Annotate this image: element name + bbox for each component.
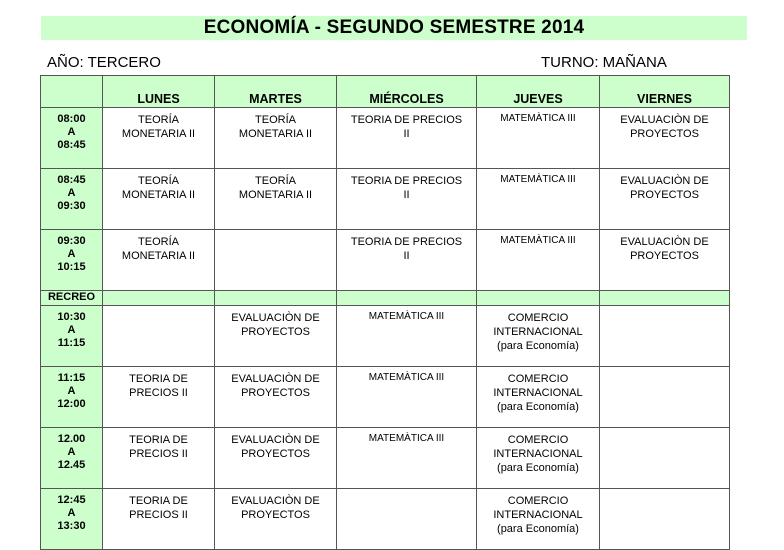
subject-line: MONETARIA II	[121, 189, 196, 201]
subject-line: (para Economía)	[497, 401, 579, 413]
time-cell	[41, 108, 103, 169]
subject-line: MATEMÀTICA III	[368, 372, 445, 383]
break-label: RECREO	[41, 291, 103, 306]
corner-cell	[41, 76, 103, 108]
time-line: 09:30	[57, 200, 86, 212]
year-label: AÑO: TERCERO	[47, 54, 161, 71]
break-cell	[600, 291, 730, 306]
subject-line: INTERNACIONAL	[493, 509, 583, 521]
time-line: 10:15	[57, 261, 86, 273]
header-row	[41, 76, 730, 108]
subject-line: EVALUACIÒN DE	[620, 236, 709, 248]
break-cell	[477, 291, 600, 306]
class-cell	[600, 230, 730, 291]
time-line: A	[67, 126, 76, 138]
subject-line: II	[403, 189, 410, 201]
subject-line: EVALUACIÒN DE	[620, 175, 709, 187]
subject-line: TEORÍA	[138, 114, 179, 126]
class-cell	[337, 306, 477, 367]
subject-line: MONETARIA II	[121, 250, 196, 262]
class-cell	[477, 230, 600, 291]
subject-line: TEORIA DE	[129, 434, 188, 446]
time-cell	[41, 428, 103, 489]
subject-line: MATEMÀTICA III	[368, 311, 445, 322]
day-header: MARTES	[215, 76, 337, 108]
subject-line: II	[403, 250, 410, 262]
subject-line: EVALUACIÒN DE	[231, 312, 320, 324]
subject-line: TEORIA DE PRECIOS	[350, 236, 463, 248]
subject-line: MONETARIA II	[121, 128, 196, 140]
class-cell	[215, 367, 337, 428]
class-cell	[103, 489, 215, 550]
subject-line: PRECIOS II	[129, 448, 188, 460]
class-cell	[477, 108, 600, 169]
class-cell	[103, 367, 215, 428]
class-cell	[215, 306, 337, 367]
class-cell	[477, 306, 600, 367]
page-title	[41, 16, 747, 40]
subject-line: TEORÍA	[255, 114, 296, 126]
schedule-row	[41, 367, 730, 428]
subject-line: COMERCIO	[507, 312, 569, 324]
class-cell	[337, 367, 477, 428]
subject-line: MONETARIA II	[238, 128, 313, 140]
break-cell	[337, 291, 477, 306]
shift-label: TURNO: MAÑANA	[541, 54, 667, 71]
schedule-row	[41, 489, 730, 550]
class-cell	[215, 489, 337, 550]
schedule-row	[41, 306, 730, 367]
title-text: ECONOMÍA - SEGUNDO SEMESTRE 2014	[203, 17, 585, 38]
time-cell	[41, 169, 103, 230]
time-line: A	[67, 187, 76, 199]
empty-cell	[600, 428, 730, 489]
time-line: A	[67, 385, 76, 397]
time-line: 13:30	[57, 520, 86, 532]
subject-line: EVALUACIÒN DE	[231, 434, 320, 446]
class-cell	[477, 489, 600, 550]
class-cell	[477, 169, 600, 230]
subject-line: PROYECTOS	[241, 326, 310, 338]
subject-line: COMERCIO	[507, 434, 569, 446]
subject-line: EVALUACIÒN DE	[231, 495, 320, 507]
subject-line: COMERCIO	[507, 495, 569, 507]
break-cell	[103, 291, 215, 306]
day-header: MIÉRCOLES	[337, 76, 477, 108]
class-cell	[600, 169, 730, 230]
class-cell	[600, 108, 730, 169]
subject-line: PROYECTOS	[630, 128, 699, 140]
schedule-table	[40, 75, 730, 550]
subject-line: TEORIA DE PRECIOS	[350, 114, 463, 126]
time-line: 10:30	[57, 311, 86, 323]
time-line: A	[67, 324, 76, 336]
subject-line: PROYECTOS	[241, 509, 310, 521]
break-row	[41, 291, 730, 306]
subject-line: (para Economía)	[497, 462, 579, 474]
class-cell	[477, 367, 600, 428]
class-cell	[215, 428, 337, 489]
empty-cell	[215, 230, 337, 291]
time-line: 12.45	[57, 459, 86, 471]
subject-line: TEORIA DE	[129, 373, 188, 385]
subject-line: PROYECTOS	[630, 189, 699, 201]
subject-line: TEORÍA	[138, 236, 179, 248]
empty-cell	[600, 367, 730, 428]
schedule-row	[41, 428, 730, 489]
time-cell	[41, 489, 103, 550]
subject-line: MATEMÀTICA III	[500, 235, 576, 246]
subject-line: MATEMÀTICA III	[368, 433, 445, 444]
class-cell	[337, 230, 477, 291]
time-line: A	[67, 446, 76, 458]
subject-line: INTERNACIONAL	[493, 387, 583, 399]
class-cell	[337, 169, 477, 230]
subject-line: PRECIOS II	[129, 387, 188, 399]
subject-line: MATEMÀTICA III	[500, 113, 576, 124]
class-cell	[215, 169, 337, 230]
time-line: A	[67, 507, 76, 519]
class-cell	[103, 169, 215, 230]
time-line: 11:15	[57, 337, 86, 349]
subject-line: PROYECTOS	[630, 250, 699, 262]
subject-line: INTERNACIONAL	[493, 448, 583, 460]
class-cell	[337, 428, 477, 489]
class-cell	[103, 108, 215, 169]
subject-line: MONETARIA II	[238, 189, 313, 201]
time-line: 12:45	[57, 494, 86, 506]
empty-cell	[600, 306, 730, 367]
subject-line: EVALUACIÒN DE	[620, 114, 709, 126]
subject-line: (para Economía)	[497, 523, 579, 535]
day-header: LUNES	[103, 76, 215, 108]
subject-line: TEORÍA	[138, 175, 179, 187]
subject-line: EVALUACIÒN DE	[231, 373, 320, 385]
schedule-row	[41, 230, 730, 291]
subject-line: TEORIA DE	[129, 495, 188, 507]
day-header: JUEVES	[477, 76, 600, 108]
subject-line: PRECIOS II	[129, 509, 188, 521]
empty-cell	[337, 489, 477, 550]
empty-cell	[103, 306, 215, 367]
subject-line: MATEMÀTICA III	[500, 174, 576, 185]
class-cell	[103, 230, 215, 291]
time-line: 12:00	[57, 398, 86, 410]
class-cell	[477, 428, 600, 489]
time-cell	[41, 230, 103, 291]
subject-line: (para Economía)	[497, 340, 579, 352]
schedule-row	[41, 169, 730, 230]
schedule-body	[41, 76, 730, 550]
subject-line: PROYECTOS	[241, 448, 310, 460]
time-line: 08:00	[57, 113, 86, 125]
subject-line: TEORIA DE PRECIOS	[350, 175, 463, 187]
time-line: 08:45	[57, 139, 86, 151]
schedule-row	[41, 108, 730, 169]
time-cell	[41, 306, 103, 367]
time-line: 08:45	[57, 174, 86, 186]
subject-line: INTERNACIONAL	[493, 326, 583, 338]
time-line: 12.00	[57, 433, 86, 445]
subject-line: PROYECTOS	[241, 387, 310, 399]
time-line: 11:15	[57, 372, 86, 384]
class-cell	[103, 428, 215, 489]
day-header: VIERNES	[600, 76, 730, 108]
time-line: 09:30	[57, 235, 86, 247]
class-cell	[215, 108, 337, 169]
subject-line: COMERCIO	[507, 373, 569, 385]
break-cell	[215, 291, 337, 306]
time-line: A	[67, 248, 76, 260]
empty-cell	[600, 489, 730, 550]
subject-line: II	[403, 128, 410, 140]
subject-line: TEORÍA	[255, 175, 296, 187]
class-cell	[337, 108, 477, 169]
time-cell	[41, 367, 103, 428]
